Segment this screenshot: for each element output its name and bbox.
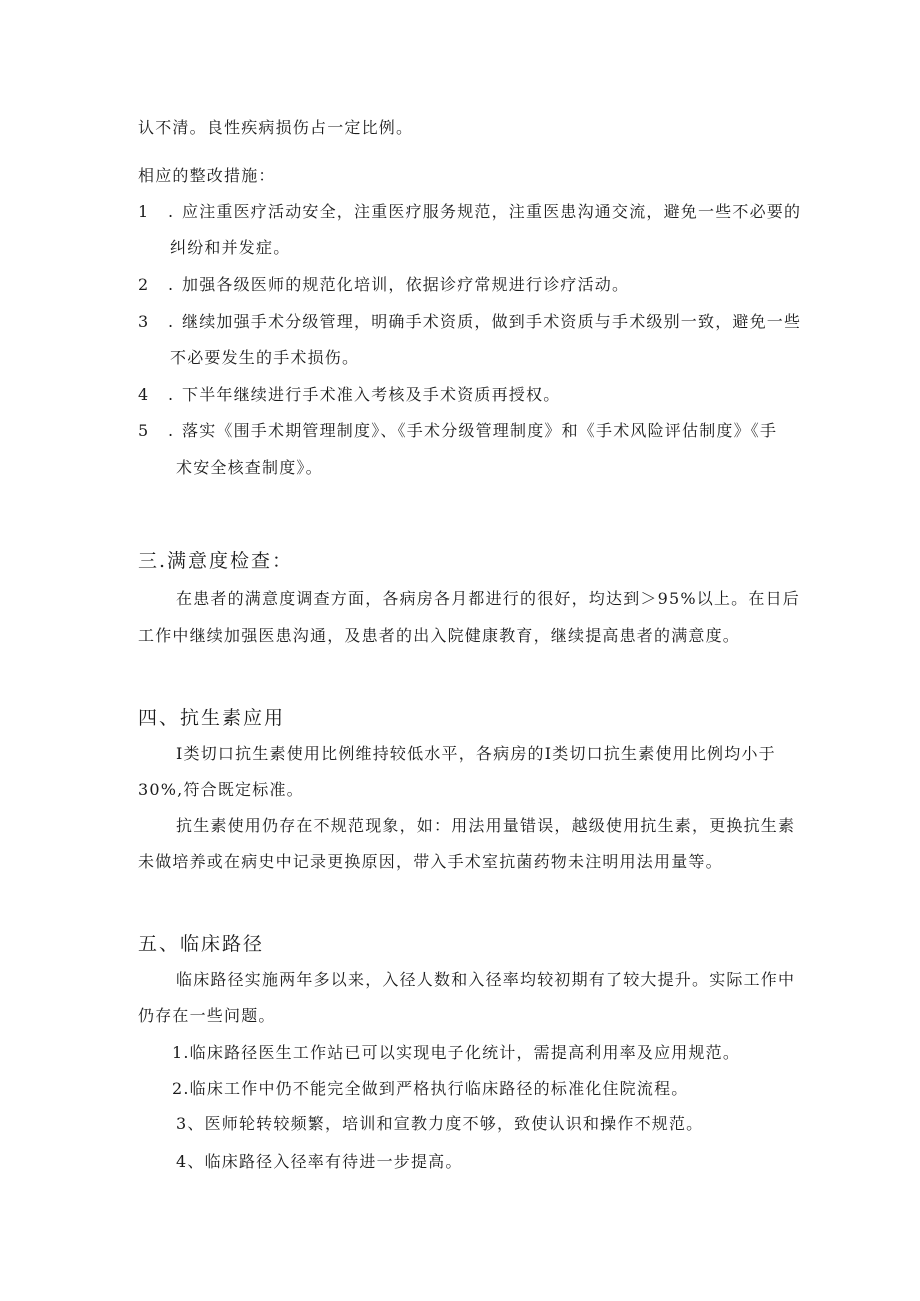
measure-number: 4	[138, 385, 150, 404]
measure-item-1: 1 . 应注重医疗活动安全，注重医疗服务规范，注重医患沟通交流，避免一些不必要的	[138, 202, 802, 221]
measure-item-5: 5 . 落实《围手术期管理制度》、《手术分级管理制度》和《手术风险评估制度》《手	[138, 421, 778, 440]
section-5-item-2: 2.临床工作中仍不能完全做到严格执行临床路径的标准化住院流程。	[172, 1079, 689, 1098]
measure-text: 继续加强手术分级管理，明确手术资质，做到手术资质与手术级别一致，避免一些	[182, 312, 802, 331]
section-4-para2-line-2: 未做培养或在病史中记录更换原因，带入手术室抗菌药物未注明用法用量等。	[138, 852, 723, 871]
measure-text: 应注重医疗活动安全，注重医疗服务规范，注重医患沟通交流，避免一些不必要的	[182, 202, 802, 221]
measure-item-1-cont: 纠纷和并发症。	[170, 238, 291, 257]
measure-text: 加强各级医师的规范化培训，依据诊疗常规进行诊疗活动。	[182, 275, 630, 294]
measure-item-3: 3 . 继续加强手术分级管理，明确手术资质，做到手术资质与手术级别一致，避免一些	[138, 312, 802, 331]
measure-item-3-cont: 不必要发生的手术损伤。	[170, 348, 360, 367]
measure-number: 2	[138, 275, 150, 294]
measure-item-2: 2 . 加强各级医师的规范化培训，依据诊疗常规进行诊疗活动。	[138, 275, 630, 294]
measure-text: 落实《围手术期管理制度》、《手术分级管理制度》和《手术风险评估制度》《手	[182, 421, 778, 440]
section-4-para1-line-1: I类切口抗生素使用比例维持较低水平，各病房的I类切口抗生素使用比例均小于	[176, 744, 776, 763]
section-3-para-line-1: 在患者的满意度调查方面，各病房各月都进行的很好，均达到＞95%以上。在日后	[176, 589, 800, 608]
top-text: 认不清。良性疾病损伤占一定比例。	[138, 118, 414, 137]
measure-number: 3	[138, 312, 150, 331]
measures-title: 相应的整改措施：	[138, 166, 276, 185]
section-5-heading: 五、临床路径	[138, 933, 265, 955]
section-4-heading: 四、抗生素应用	[138, 707, 286, 729]
section-3-para-line-2: 工作中继续加强医患沟通，及患者的出入院健康教育，继续提高患者的满意度。	[138, 626, 741, 645]
section-5-item-4: 4、临床路径入径率有待进一步提高。	[176, 1152, 463, 1171]
measure-text: 下半年继续进行手术准入考核及手术资质再授权。	[182, 385, 561, 404]
section-5-intro-line-1: 临床路径实施两年多以来，入径人数和入径率均较初期有了较大提升。实际工作中	[176, 970, 796, 989]
section-5-intro-line-2: 仍存在一些问题。	[138, 1006, 276, 1025]
section-5-item-1: 1.临床路径医生工作站已可以实现电子化统计，需提高利用率及应用规范。	[172, 1043, 741, 1062]
section-4-para1-line-2: 30%,符合既定标准。	[138, 780, 304, 799]
section-3-heading: 三.满意度检查：	[138, 550, 294, 572]
measure-item-5-cont: 术安全核查制度》。	[176, 458, 323, 477]
section-4-para2-line-1: 抗生素使用仍存在不规范现象，如：用法用量错误，越级使用抗生素，更换抗生素	[176, 816, 796, 835]
measure-item-4: 4 . 下半年继续进行手术准入考核及手术资质再授权。	[138, 385, 561, 404]
measure-number: 1	[138, 202, 150, 221]
section-5-item-3: 3、医师轮转较频繁，培训和宣教力度不够，致使认识和操作不规范。	[176, 1114, 704, 1133]
measure-number: 5	[138, 421, 150, 440]
